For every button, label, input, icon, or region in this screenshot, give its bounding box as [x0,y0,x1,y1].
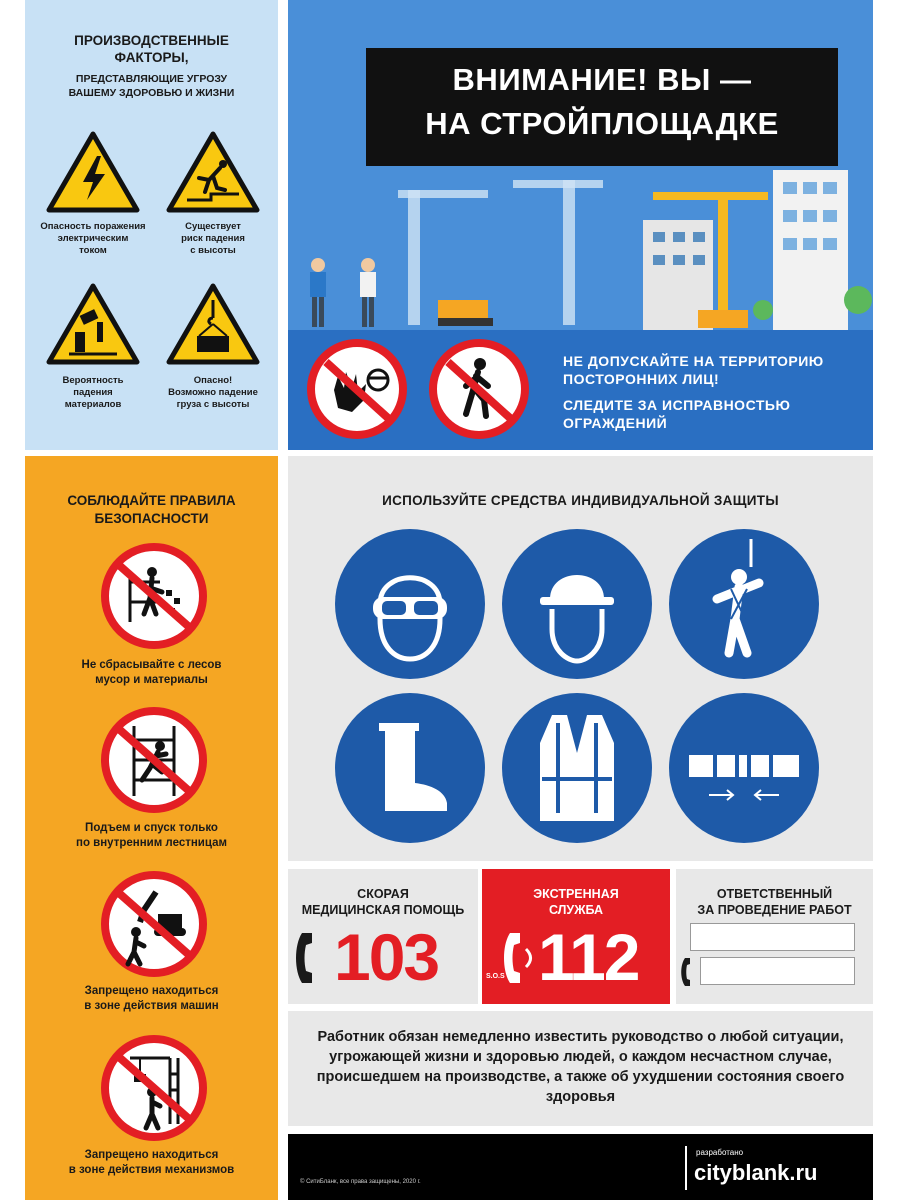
fall-hazard-icon [165,130,261,216]
site-panel [288,0,873,450]
emergency-phone-box [482,869,670,1004]
safety-belt-icon [669,693,819,843]
hazard-caption-materials [33,375,153,411]
ppe-panel [288,456,873,861]
emergency-label [482,886,670,918]
ambulance-number: 103 [334,920,439,994]
site-notice-2-line2: ОГРАЖДЕНИЙ [563,415,668,431]
site-notice-band [288,330,873,450]
hazard-caption-line: током [79,245,107,256]
copyright-text: © СитиБланк, все права защищены, 2020 г. [300,1179,421,1185]
ambulance-label-line1: СКОРАЯ [357,887,409,901]
responsible-person-box [676,869,873,1004]
rule-caption-line: Подъем и спуск только [85,822,218,834]
rule-caption-line: Не сбрасывайте с лесов [81,659,222,671]
emergency-label-line1: ЭКСТРЕННАЯ [533,887,619,901]
hazards-panel [25,0,278,450]
construction-site-illustration [288,160,873,332]
safety-boots-icon [335,693,485,843]
hazard-caption-fall [153,221,273,257]
no-dropping-debris-icon [100,542,208,650]
site-notice-1-line2: ПОСТОРОННИХ ЛИЦ! [563,371,720,387]
hazards-subtitle-line1: ПРЕДСТАВЛЯЮЩИЕ УГРОЗУ [75,73,228,85]
rule-caption-line: в зоне действия механизмов [68,1164,235,1176]
hazards-subtitle-line2: ВАШЕМУ ЗДОРОВЬЮ И ЖИЗНИ [68,87,235,99]
sos-label: S.O.S [486,973,505,980]
no-standing-machine-zone-icon [100,870,208,978]
hazard-caption-line: риск падения [181,233,245,244]
rule-caption-line: мусор и материалы [95,674,208,686]
no-unauthorized-entry-icon [306,338,408,440]
footer-divider [685,1146,687,1190]
emergency-label-line2: СЛУЖБА [548,903,604,917]
hazard-caption-load [153,375,273,411]
footer [288,1134,873,1200]
hazards-title-line1: ПРОИЗВОДСТВЕННЫЕ [74,33,229,48]
rules-panel [25,456,278,1200]
rule-caption-line: в зоне действия машин [84,1000,219,1012]
hazard-caption-line: с высоты [190,245,236,256]
no-pedestrian-icon [428,338,530,440]
responsible-label-line2: ЗА ПРОВЕДЕНИЕ РАБОТ [697,903,852,917]
no-climbing-scaffold-icon [100,706,208,814]
responsible-label [676,886,873,918]
obligation-notice-text: Работник обязан немедленно известить руководство о любой ситуации, угрожающей жизни и здоровью людей, о каждом несчастном случае, происшедшем на производстве, а также об ухудшении состояния своего здоровья [316,1029,845,1105]
hazard-caption-line: материалов [64,399,122,410]
hazards-title-line2: ФАКТОРЫ, [114,50,189,65]
site-title-box [366,48,838,166]
phone-handset-icon [500,931,538,985]
rule-caption-3 [25,984,278,1014]
hazards-subtitle [25,72,278,100]
responsible-label-line1: ОТВЕТСТВЕННЫЙ [716,887,833,901]
rules-title-line1: СОБЛЮДАЙТЕ ПРАВИЛА [67,493,236,508]
phone-handset-icon [292,931,330,985]
hazards-title [25,32,278,66]
rule-caption-1 [25,658,278,688]
hazard-caption-line: Вероятность [62,375,124,386]
rule-caption-line: Запрещено находиться [84,985,219,997]
hazard-caption-line: Опасность поражения [40,221,146,232]
phone-handset-icon [680,957,698,987]
rule-caption-2 [25,821,278,851]
site-notice-1-line1: НЕ ДОПУСКАЙТЕ НА ТЕРРИТОРИЮ [563,353,824,369]
hazard-caption-line: электрическим [57,233,129,244]
falling-materials-icon [45,282,141,368]
hazard-caption-line: Существует [185,221,241,232]
rule-caption-line: Запрещено находиться [84,1149,219,1161]
responsible-name-field[interactable] [690,923,855,951]
ambulance-label [288,886,478,918]
safety-harness-icon [669,529,819,679]
site-notice-1 [563,352,824,388]
hazard-caption-electric [33,221,153,257]
electric-hazard-icon [45,130,141,216]
hazard-caption-line: Возможно падение [168,387,258,398]
rules-title [25,492,278,528]
ambulance-phone-box [288,869,478,1004]
obligation-notice [288,1011,873,1126]
suspended-load-icon [165,282,261,368]
rules-title-line2: БЕЗОПАСНОСТИ [94,511,209,526]
hard-hat-icon [502,529,652,679]
site-notice-2 [563,396,790,432]
hazard-caption-line: Опасно! [193,375,233,386]
hazard-caption-line: груза с высоты [176,399,250,410]
emergency-number: 112 [538,920,639,994]
site-notice-2-line1: СЛЕДИТЕ ЗА ИСПРАВНОСТЬЮ [563,397,791,413]
site-title-line2: НА СТРОЙПЛОЩАДКЕ [425,106,779,141]
ppe-title: ИСПОЛЬЗУЙТЕ СРЕДСТВА ИНДИВИДУАЛЬНОЙ ЗАЩИТЫ [382,493,779,508]
no-standing-mechanism-zone-icon [100,1034,208,1142]
rule-caption-4 [25,1148,278,1178]
goggles-icon [335,529,485,679]
hi-vis-vest-icon [502,693,652,843]
developed-by-label: разработано [696,1148,744,1157]
responsible-phone-field[interactable] [700,957,855,985]
site-link[interactable]: cityblank.ru [694,1160,818,1185]
hazard-caption-line: падения [73,387,113,398]
ambulance-label-line2: МЕДИЦИНСКАЯ ПОМОЩЬ [301,903,465,917]
site-title-line1: ВНИМАНИЕ! ВЫ — [452,62,752,97]
rule-caption-line: по внутренним лестницам [76,837,227,849]
